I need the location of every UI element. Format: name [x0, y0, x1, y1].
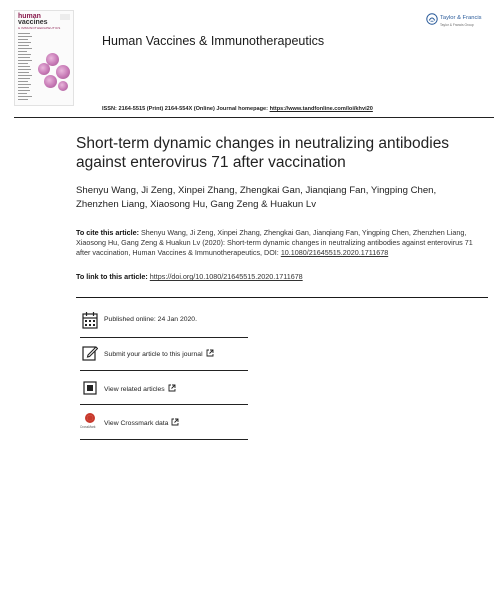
article-doi-link[interactable]: https://doi.org/10.1080/21645515.2020.1711678 [149, 272, 303, 281]
article-link-line [76, 272, 476, 281]
issn-line [102, 106, 373, 112]
calendar-icon [82, 311, 98, 329]
row-divider [80, 370, 248, 371]
citation-block [76, 228, 476, 258]
citation-label: To cite this article: [76, 228, 139, 237]
published-online-label: Published online: 24 Jan 2020. [104, 316, 197, 323]
article-authors: Shenyu Wang, Ji Zeng, Xinpei Zhang, Zhengkai Gan, Jianqiang Fan, Yingping Chen, Zhenzhen Liang, Xiaosong Hu, Gang Zeng & Huakun Lv [76, 185, 437, 210]
external-link-icon [171, 418, 179, 426]
crossmark-row[interactable] [80, 410, 248, 436]
content-divider [76, 297, 488, 298]
row-divider [80, 337, 248, 338]
publisher-name: Taylor & Francis [440, 15, 482, 21]
cover-corner-badge [60, 14, 70, 20]
link-label: To link to this article: [76, 272, 150, 281]
publisher-logo[interactable] [426, 12, 492, 38]
publisher-logo-icon [426, 13, 438, 25]
related-articles-icon [82, 379, 98, 397]
submit-article-row[interactable] [80, 341, 248, 367]
related-articles-row[interactable] [80, 376, 248, 402]
citation-text: Shenyu Wang, Ji Zeng, Xinpei Zhang, Zhengkai Gan, Jianqiang Fan, Yingping Chen, Zhenzhen Liang, Xiaosong Hu, Gang Zeng & Huakun Lv (2020): Short-term dynamic changes in neutralizing antibodies against enterovirus 71 after vaccination, Human Vaccines & Immunotherapeutics, DOI: [76, 228, 473, 257]
publisher-group: Taylor & Francis Group [440, 23, 474, 27]
journal-cover-thumbnail [14, 10, 74, 106]
journal-title: Human Vaccines & Immunotherapeutics [102, 34, 325, 48]
crossmark-icon: CrossMark [82, 413, 98, 431]
issn-text: ISSN: 2164-5515 (Print) 2164-554X (Online) Journal homepage: [102, 106, 270, 112]
row-divider [80, 439, 248, 440]
cover-logo-subtitle: & IMMUNOTHERAPEUTICS [18, 26, 61, 30]
related-articles-link[interactable]: View related articles [104, 386, 165, 393]
cover-logo: human vaccines [18, 13, 48, 26]
crossmark-link[interactable]: View Crossmark data [104, 420, 169, 427]
published-online-row [80, 308, 248, 334]
journal-homepage-link[interactable]: https://www.tandfonline.com/loi/khvi20 [269, 106, 373, 112]
external-link-icon [206, 349, 214, 357]
external-link-icon [168, 384, 176, 392]
cover-cell-image [38, 53, 72, 95]
citation-doi-link[interactable]: 10.1080/21645515.2020.1711678 [280, 248, 389, 257]
edit-document-icon [82, 344, 98, 362]
cover-contents-list [18, 33, 32, 102]
header-divider [14, 117, 494, 118]
article-title: Short-term dynamic changes in neutralizing antibodies against enterovirus 71 after vaccination [76, 135, 450, 171]
submit-article-link[interactable]: Submit your article to this journal [104, 351, 203, 358]
row-divider [80, 404, 248, 405]
